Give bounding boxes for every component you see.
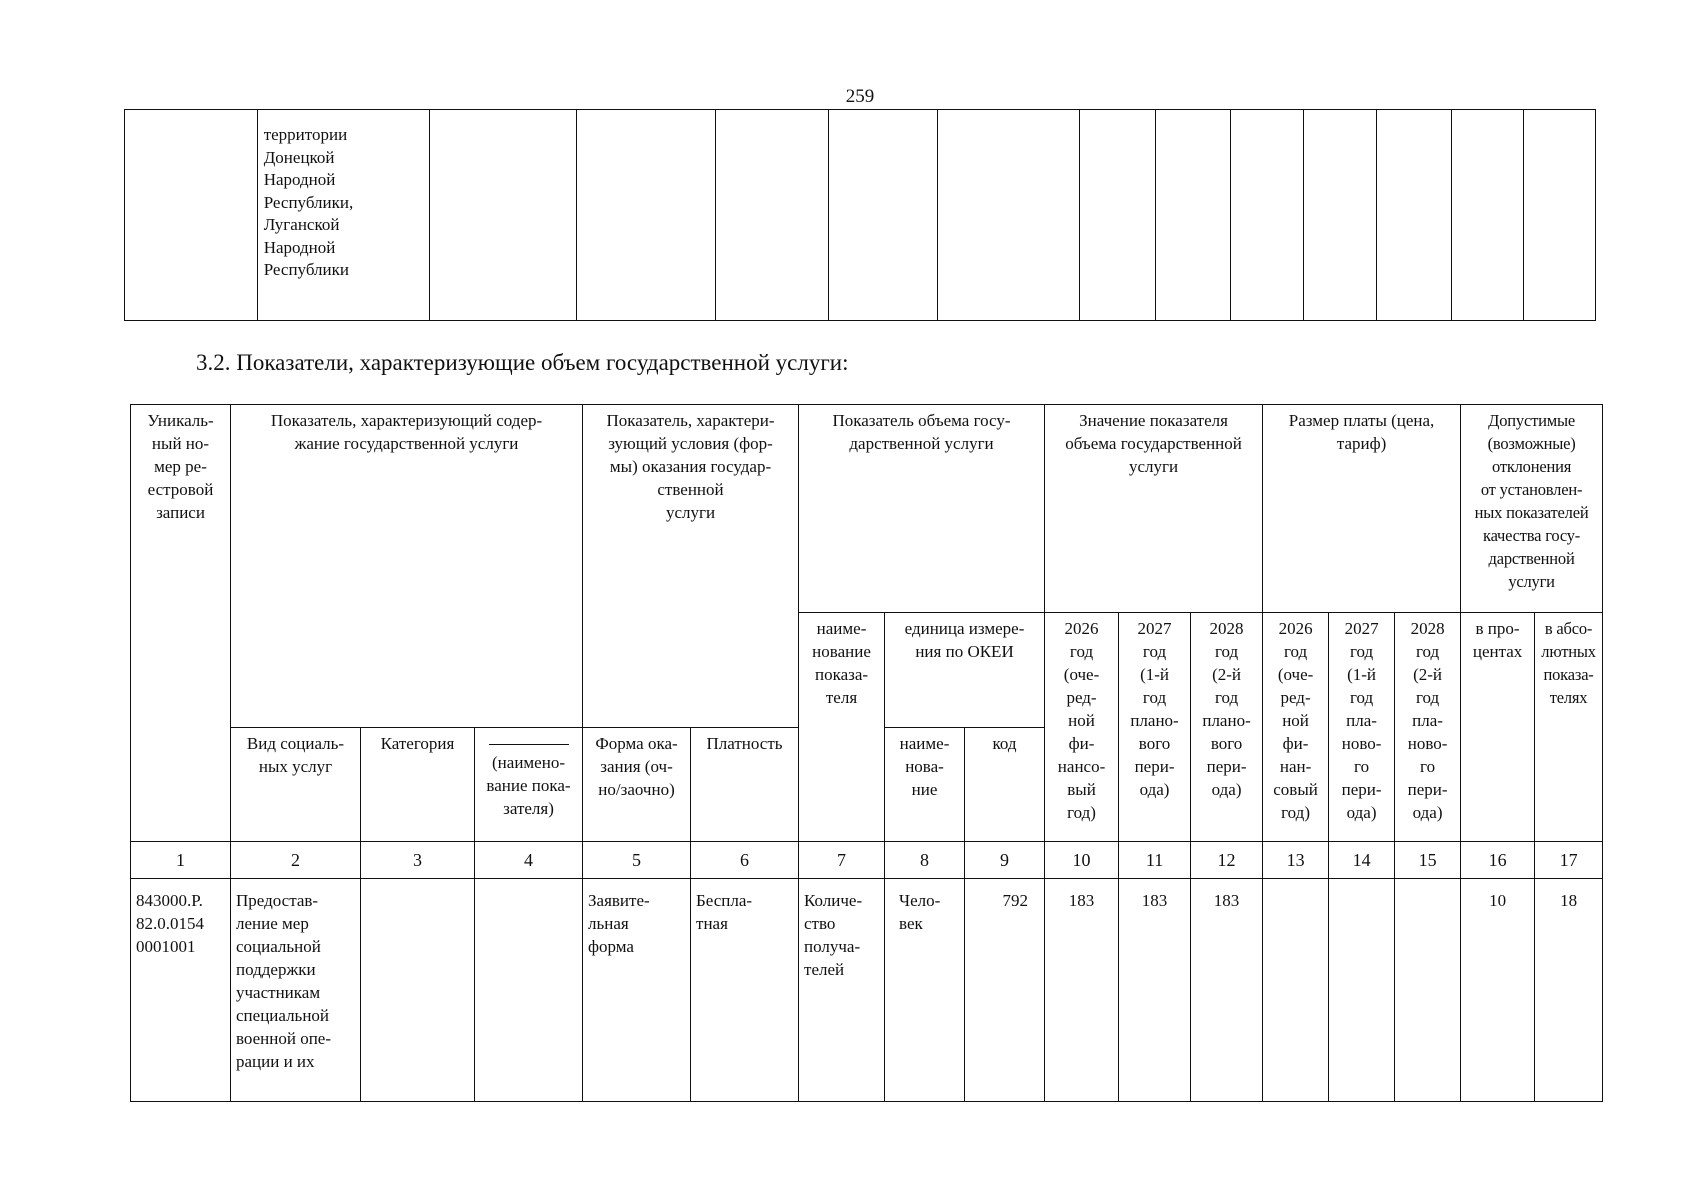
cell-value-2027: 183 bbox=[1119, 879, 1191, 1102]
header-deviation-group bbox=[1461, 405, 1603, 613]
cell-category bbox=[361, 879, 475, 1102]
text-line: год bbox=[1349, 642, 1374, 661]
text-line: мер ре- bbox=[154, 457, 207, 476]
cell-indicator-name bbox=[799, 879, 885, 1102]
text-line: ние bbox=[911, 780, 938, 799]
cell bbox=[125, 110, 258, 321]
header-fee-2027 bbox=[1329, 613, 1395, 842]
column-numbers-row bbox=[131, 842, 1603, 879]
text-line: территории bbox=[263, 125, 348, 144]
territory-text bbox=[258, 110, 429, 282]
text-line: (оче- bbox=[1063, 665, 1100, 684]
text-line: (1-й bbox=[1347, 665, 1377, 684]
text-line: показа- bbox=[1543, 665, 1594, 684]
text-line: пери- bbox=[1134, 757, 1175, 776]
text-line: год bbox=[1415, 642, 1440, 661]
text-line: плано- bbox=[1202, 711, 1251, 730]
text-line: льная bbox=[588, 914, 629, 933]
text-line: объема государственной bbox=[1065, 434, 1242, 453]
header-conditions-group bbox=[583, 405, 799, 728]
cell bbox=[429, 110, 576, 321]
text-line: телях bbox=[1549, 688, 1588, 707]
cell-reg-number bbox=[131, 879, 231, 1102]
text-line: год bbox=[1415, 688, 1440, 707]
text-line: год bbox=[1214, 688, 1239, 707]
header-value-2026 bbox=[1045, 613, 1119, 842]
cell-dev-absolute: 18 bbox=[1535, 879, 1603, 1102]
cell-fee-2027 bbox=[1329, 879, 1395, 1102]
indicator-placeholder-text bbox=[477, 751, 580, 820]
cell bbox=[1156, 110, 1231, 321]
column-number: 3 bbox=[361, 842, 475, 879]
text-line: нова- bbox=[905, 757, 944, 776]
cell bbox=[1523, 110, 1595, 321]
text-line: год) bbox=[1281, 803, 1310, 822]
text-line: от установлен- bbox=[1480, 480, 1583, 499]
text-line: Луганской bbox=[263, 215, 340, 234]
blank-line bbox=[489, 732, 569, 745]
header-indicator-placeholder bbox=[475, 728, 583, 842]
text-line: Показатель объема госу- bbox=[832, 411, 1011, 430]
text-line: год bbox=[1142, 642, 1167, 661]
text-line: ода) bbox=[1412, 803, 1443, 822]
text-line: в про- bbox=[1475, 619, 1520, 638]
text-line: показа- bbox=[814, 665, 869, 684]
header-fee-group bbox=[1263, 405, 1461, 613]
text-line: качества госу- bbox=[1483, 526, 1581, 545]
text-line: нование bbox=[812, 642, 871, 661]
text-line: дарственной услуги bbox=[849, 434, 994, 453]
text-line: ново- bbox=[1407, 734, 1448, 753]
column-number: 14 bbox=[1329, 842, 1395, 879]
text-line: ство bbox=[804, 914, 836, 933]
text-line: го bbox=[1354, 757, 1370, 776]
text-line: ственной bbox=[657, 480, 724, 499]
text-line: 2026 bbox=[1278, 619, 1313, 638]
header-unit-code: код bbox=[965, 728, 1045, 842]
text-line: вый bbox=[1067, 780, 1096, 799]
text-line: Показатель, характери- bbox=[606, 411, 775, 430]
text-line: тариф) bbox=[1336, 434, 1387, 453]
text-line: зующий условия (фор- bbox=[608, 434, 773, 453]
text-line: нан- bbox=[1279, 757, 1312, 776]
text-line: участникам bbox=[236, 983, 321, 1002]
page-number: 259 bbox=[845, 86, 875, 107]
text-line: ода) bbox=[1346, 803, 1377, 822]
text-line: ный но- bbox=[151, 434, 210, 453]
cell bbox=[1377, 110, 1452, 321]
text-line: год bbox=[1142, 688, 1167, 707]
text-line: дарственной bbox=[1488, 549, 1575, 568]
text-line: получа- bbox=[804, 937, 861, 956]
text-line: Количе- bbox=[804, 891, 863, 910]
text-line: век bbox=[899, 914, 923, 933]
text-line: (возможные) bbox=[1487, 434, 1576, 453]
text-line: 0001001 bbox=[136, 937, 196, 956]
section-heading: 3.2. Показатели, характеризующие объем государственной услуги: bbox=[196, 350, 849, 375]
header-fee-2026 bbox=[1263, 613, 1329, 842]
text-line: год) bbox=[1067, 803, 1096, 822]
text-line: в абсо- bbox=[1544, 619, 1593, 638]
text-line: Показатель, характеризующий содер- bbox=[270, 411, 543, 430]
text-line: (наимено- bbox=[492, 753, 565, 772]
text-line: естровой bbox=[147, 480, 214, 499]
text-line: мы) оказания государ- bbox=[609, 457, 772, 476]
cell-unit-name bbox=[885, 879, 965, 1102]
text-line: форма bbox=[588, 937, 634, 956]
text-line: год bbox=[1283, 642, 1308, 661]
column-number: 9 bbox=[965, 842, 1045, 879]
table-row bbox=[131, 879, 1603, 1102]
text-line: телей bbox=[804, 960, 845, 979]
text-line: Вид социаль- bbox=[246, 734, 345, 753]
text-line: но/заочно) bbox=[598, 780, 675, 799]
text-line: фи- bbox=[1282, 734, 1309, 753]
header-reg-number bbox=[131, 405, 231, 842]
text-line: тная bbox=[696, 914, 728, 933]
text-line: наиме- bbox=[816, 619, 867, 638]
column-number: 13 bbox=[1263, 842, 1329, 879]
header-payment: Платность bbox=[691, 728, 799, 842]
text-line: жание государственной услуги bbox=[294, 434, 519, 453]
text-line: (оче- bbox=[1277, 665, 1314, 684]
cell bbox=[938, 110, 1080, 321]
text-line: ление мер bbox=[236, 914, 309, 933]
text-line: (2-й bbox=[1413, 665, 1443, 684]
cell-dev-percent: 10 bbox=[1461, 879, 1535, 1102]
text-line: ново- bbox=[1341, 734, 1382, 753]
column-number: 16 bbox=[1461, 842, 1535, 879]
cell bbox=[1304, 110, 1377, 321]
cell-fee-2026 bbox=[1263, 879, 1329, 1102]
column-number: 12 bbox=[1191, 842, 1263, 879]
cell-value-2026: 183 bbox=[1045, 879, 1119, 1102]
text-line: ных показателей bbox=[1474, 503, 1589, 522]
header-indicator-name bbox=[799, 613, 885, 842]
text-line: Предостав- bbox=[236, 891, 319, 910]
text-line: Донецкой bbox=[263, 147, 335, 167]
column-number: 15 bbox=[1395, 842, 1461, 879]
text-line: услуги bbox=[1508, 572, 1555, 591]
header-unit-name bbox=[885, 728, 965, 842]
header-value-2028 bbox=[1191, 613, 1263, 842]
cell bbox=[576, 110, 715, 321]
text-line: Размер платы (цена, bbox=[1288, 411, 1435, 430]
text-line: лютных bbox=[1541, 642, 1596, 661]
text-line: ода) bbox=[1139, 780, 1170, 799]
text-line: 82.0.0154 bbox=[136, 914, 204, 933]
header-fee-2028 bbox=[1395, 613, 1461, 842]
text-line: вого bbox=[1210, 734, 1243, 753]
cell bbox=[829, 110, 938, 321]
text-line: 2027 bbox=[1344, 619, 1379, 638]
text-line: рации и их bbox=[236, 1052, 315, 1071]
column-number: 7 bbox=[799, 842, 885, 879]
text-line: пери- bbox=[1206, 757, 1247, 776]
text-line: (1-й bbox=[1140, 665, 1169, 684]
header-unit-okei bbox=[885, 613, 1045, 728]
continued-table bbox=[124, 109, 1596, 321]
text-line: ной bbox=[1282, 711, 1309, 730]
text-line: Народной bbox=[263, 237, 336, 257]
text-line: Республики bbox=[263, 260, 349, 279]
cell-unit-code: 792 bbox=[965, 879, 1045, 1102]
text-line: Беспла- bbox=[696, 891, 753, 910]
text-line: пла- bbox=[1346, 711, 1377, 730]
header-dev-percent bbox=[1461, 613, 1535, 842]
text-line: записи bbox=[156, 503, 205, 522]
text-line: (2-й bbox=[1212, 665, 1241, 684]
header-category: Категория bbox=[361, 728, 475, 842]
text-line: зания (оч- bbox=[600, 757, 673, 776]
text-line: ния по ОКЕИ bbox=[915, 642, 1014, 661]
text-line: ода) bbox=[1211, 780, 1242, 799]
text-line: пери- bbox=[1407, 780, 1448, 799]
text-line: вание пока- bbox=[486, 776, 571, 795]
column-number: 6 bbox=[691, 842, 799, 879]
text-line: год bbox=[1069, 642, 1094, 661]
header-service-type bbox=[231, 728, 361, 842]
text-line: центах bbox=[1472, 642, 1523, 661]
text-line: вого bbox=[1138, 734, 1171, 753]
text-line: 843000.Р. bbox=[136, 891, 203, 910]
text-line: ной bbox=[1068, 711, 1095, 730]
text-line: Республики, bbox=[263, 192, 354, 212]
column-number: 5 bbox=[583, 842, 691, 879]
text-line: Заявите- bbox=[588, 891, 650, 910]
header-value-group bbox=[1045, 405, 1263, 613]
text-line: зателя) bbox=[503, 799, 554, 818]
text-line: 2028 bbox=[1410, 619, 1445, 638]
territory-cell bbox=[257, 110, 429, 321]
text-line: специальной bbox=[236, 1006, 330, 1025]
text-line: 2028 bbox=[1209, 619, 1244, 638]
cell-payment bbox=[691, 879, 799, 1102]
header-content-group bbox=[231, 405, 583, 728]
text-line: плано- bbox=[1130, 711, 1179, 730]
text-line: Народной bbox=[263, 170, 336, 189]
text-line: Уникаль- bbox=[147, 411, 214, 430]
text-line: пери- bbox=[1341, 780, 1382, 799]
cell bbox=[1452, 110, 1524, 321]
text-line: Допустимые bbox=[1488, 411, 1575, 430]
cell-value-2028: 183 bbox=[1191, 879, 1263, 1102]
header-value-2027 bbox=[1119, 613, 1191, 842]
text-line: Значение показателя bbox=[1079, 411, 1228, 430]
text-line: Чело- bbox=[899, 891, 941, 910]
cell bbox=[1231, 110, 1304, 321]
text-line: социальной bbox=[236, 937, 321, 956]
text-line: единица измере- bbox=[904, 619, 1025, 638]
column-number: 10 bbox=[1045, 842, 1119, 879]
text-line: год bbox=[1214, 642, 1239, 661]
cell-indicator bbox=[475, 879, 583, 1102]
text-line: совый bbox=[1273, 780, 1318, 799]
text-line: поддержки bbox=[236, 960, 316, 979]
text-line: го bbox=[1420, 757, 1436, 776]
column-number: 11 bbox=[1119, 842, 1191, 879]
text-line: пла- bbox=[1412, 711, 1443, 730]
text-line: ных услуг bbox=[258, 757, 333, 776]
header-service-form bbox=[583, 728, 691, 842]
text-line: нансо- bbox=[1057, 757, 1106, 776]
text-line: год bbox=[1349, 688, 1374, 707]
header-dev-absolute bbox=[1535, 613, 1603, 842]
column-number: 8 bbox=[885, 842, 965, 879]
column-number: 1 bbox=[131, 842, 231, 879]
header-volume-group bbox=[799, 405, 1045, 613]
cell bbox=[1080, 110, 1156, 321]
text-line: фи- bbox=[1068, 734, 1095, 753]
text-line: ред- bbox=[1280, 688, 1311, 707]
text-line: услуги bbox=[1128, 457, 1179, 476]
text-line: 2027 bbox=[1137, 619, 1172, 638]
cell-service-type bbox=[231, 879, 361, 1102]
text-line: наиме- bbox=[899, 734, 950, 753]
column-number: 2 bbox=[231, 842, 361, 879]
cell-form bbox=[583, 879, 691, 1102]
cell-fee-2028 bbox=[1395, 879, 1461, 1102]
text-line: ред- bbox=[1066, 688, 1097, 707]
text-line: 2026 bbox=[1064, 619, 1099, 638]
volume-indicators-table bbox=[130, 404, 1603, 1102]
text-line: услуги bbox=[665, 503, 716, 522]
column-number: 17 bbox=[1535, 842, 1603, 879]
text-line: Форма ока- bbox=[595, 734, 678, 753]
column-number: 4 bbox=[475, 842, 583, 879]
text-line: отклонения bbox=[1491, 457, 1572, 476]
text-line: теля bbox=[825, 688, 858, 707]
text-line: военной опе- bbox=[236, 1029, 332, 1048]
cell bbox=[715, 110, 828, 321]
